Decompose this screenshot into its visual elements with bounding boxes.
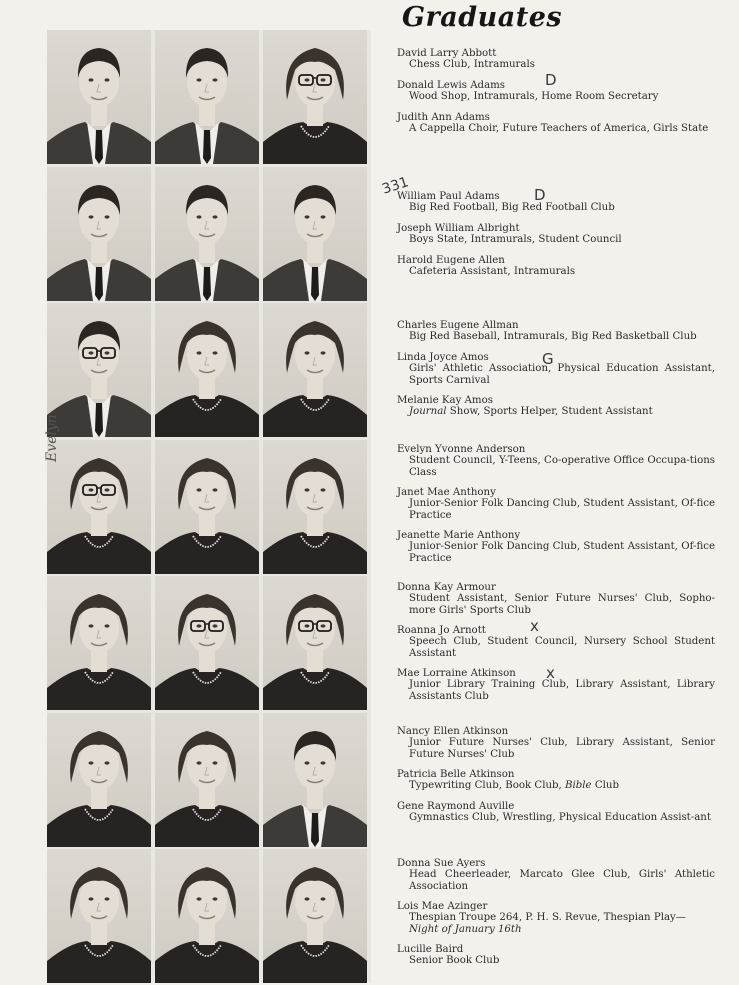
graduate-portrait [47,440,151,574]
graduate-portrait [263,849,367,983]
handwritten-signature: Evelyn [44,414,60,462]
graduate-entry [397,625,715,659]
handwritten-mark: D [545,71,557,89]
graduate-name: David Larry Abbott [397,48,497,59]
graduate-name: Melanie Kay Amos [397,395,493,406]
handwritten-mark: G [542,350,554,368]
graduate-portrait [47,713,151,847]
graduate-portrait [47,576,151,710]
graduate-entry [397,944,715,967]
handwritten-mark: x [546,664,555,682]
graduate-portrait [263,167,367,301]
graduate-entry [397,801,715,824]
graduate-portrait [47,849,151,983]
graduate-activities: Girls' Athletic Association, Physical Education Assistant, Sports Carnival [409,363,715,386]
graduate-portrait [263,576,367,710]
graduate-entry [397,191,715,214]
graduate-entry [397,320,715,343]
graduate-portrait [263,713,367,847]
graduate-name: Roanna Jo Arnott [397,625,486,636]
graduate-name: Patricia Belle Atkinson [397,769,515,780]
graduate-name: Evelyn Yvonne Anderson [397,444,526,455]
graduate-activities: Junior-Senior Folk Dancing Club, Student Assistant, Of-fice Practice [409,541,715,564]
graduate-activities: Boys State, Intramurals, Student Council [409,234,622,246]
graduate-name: Donald Lewis Adams [397,80,506,91]
graduate-name: Joseph William Albright [397,223,520,234]
graduate-activities: Junior Library Training Club, Library Assistant, Library Assistants Club [409,679,715,702]
graduate-activities: Gymnastics Club, Wrestling, Physical Education Assist-ant [409,812,711,824]
graduate-entry [397,530,715,564]
page-number-annotation: 331 [380,174,411,198]
graduate-activities: Thespian Troupe 264, P. H. S. Revue, Thespian Play— Night of January 16th [409,912,686,935]
graduate-entry [397,726,715,760]
graduate-activities: Head Cheerleader, Marcato Glee Club, Girls' Athletic Association [409,869,715,892]
graduate-activities: Cafeteria Assistant, Intramurals [409,266,576,278]
graduate-portrait [263,440,367,574]
graduate-name: Harold Eugene Allen [397,255,505,266]
graduate-name: Lois Mae Azinger [397,901,488,912]
graduate-name: William Paul Adams [397,191,500,202]
graduate-name: Linda Joyce Amos [397,352,489,363]
graduate-activities: Big Red Baseball, Intramurals, Big Red Basketball Club [409,331,697,343]
graduate-entry [397,769,715,792]
graduate-activities: Wood Shop, Intramurals, Home Room Secretary [409,91,659,103]
graduate-entry [397,352,715,386]
graduate-portrait [47,30,151,164]
graduate-entry [397,487,715,521]
graduate-name: Nancy Ellen Atkinson [397,726,509,737]
graduate-name: Mae Lorraine Atkinson [397,668,516,679]
graduate-activities: Journal Show, Sports Helper, Student Assistant [409,406,653,418]
graduate-entry [397,112,715,135]
graduate-activities: Chess Club, Intramurals [409,59,535,71]
graduate-name: Janet Mae Anthony [397,487,496,498]
graduate-portrait [155,849,259,983]
graduate-activities: Speech Club, Student Council, Nursery School Student Assistant [409,636,715,659]
graduate-portrait [155,440,259,574]
graduate-name: Lucille Baird [397,944,464,955]
graduate-activities: Junior-Senior Folk Dancing Club, Student Assistant, Of-fice Practice [409,498,715,521]
graduate-entry [397,444,715,478]
graduate-activities: Student Assistant, Senior Future Nurses' Club, Sopho-more Girls' Sports Club [409,593,715,616]
graduate-entry [397,255,715,278]
graduate-entry [397,395,715,418]
portrait-grid [47,30,371,982]
handwritten-mark: D [534,186,546,204]
graduate-name: Jeanette Marie Anthony [397,530,521,541]
graduate-portrait [155,303,259,437]
graduate-name: Charles Eugene Allman [397,320,519,331]
page-title: Graduates [402,2,563,33]
graduate-entry [397,858,715,892]
graduate-portrait [263,30,367,164]
graduate-entry [397,48,715,71]
graduate-entry [397,901,715,935]
graduate-activities: Student Council, Y-Teens, Co-operative Office Occupa-tions Class [409,455,715,478]
graduate-portrait [155,30,259,164]
graduate-portrait [47,167,151,301]
graduate-portrait [155,167,259,301]
graduate-name: Gene Raymond Auville [397,801,515,812]
graduate-name: Judith Ann Adams [397,112,490,123]
graduate-name: Donna Sue Ayers [397,858,486,869]
graduate-activities: A Cappella Choir, Future Teachers of America, Girls State [409,123,709,135]
graduate-name: Donna Kay Armour [397,582,496,593]
graduate-activities: Big Red Football, Big Red Football Club [409,202,615,214]
graduate-portrait [155,713,259,847]
graduate-entry [397,582,715,616]
graduate-entry [397,223,715,246]
graduate-portrait [263,303,367,437]
graduate-entry [397,668,715,702]
graduate-portrait [47,303,151,437]
graduate-activities: Senior Book Club [409,955,500,967]
graduate-activities: Typewriting Club, Book Club, Bible Club [409,780,619,792]
graduate-portrait [155,576,259,710]
handwritten-mark: x [530,617,539,635]
graduate-activities: Junior Future Nurses' Club, Library Assistant, Senior Future Nurses' Club [409,737,715,760]
